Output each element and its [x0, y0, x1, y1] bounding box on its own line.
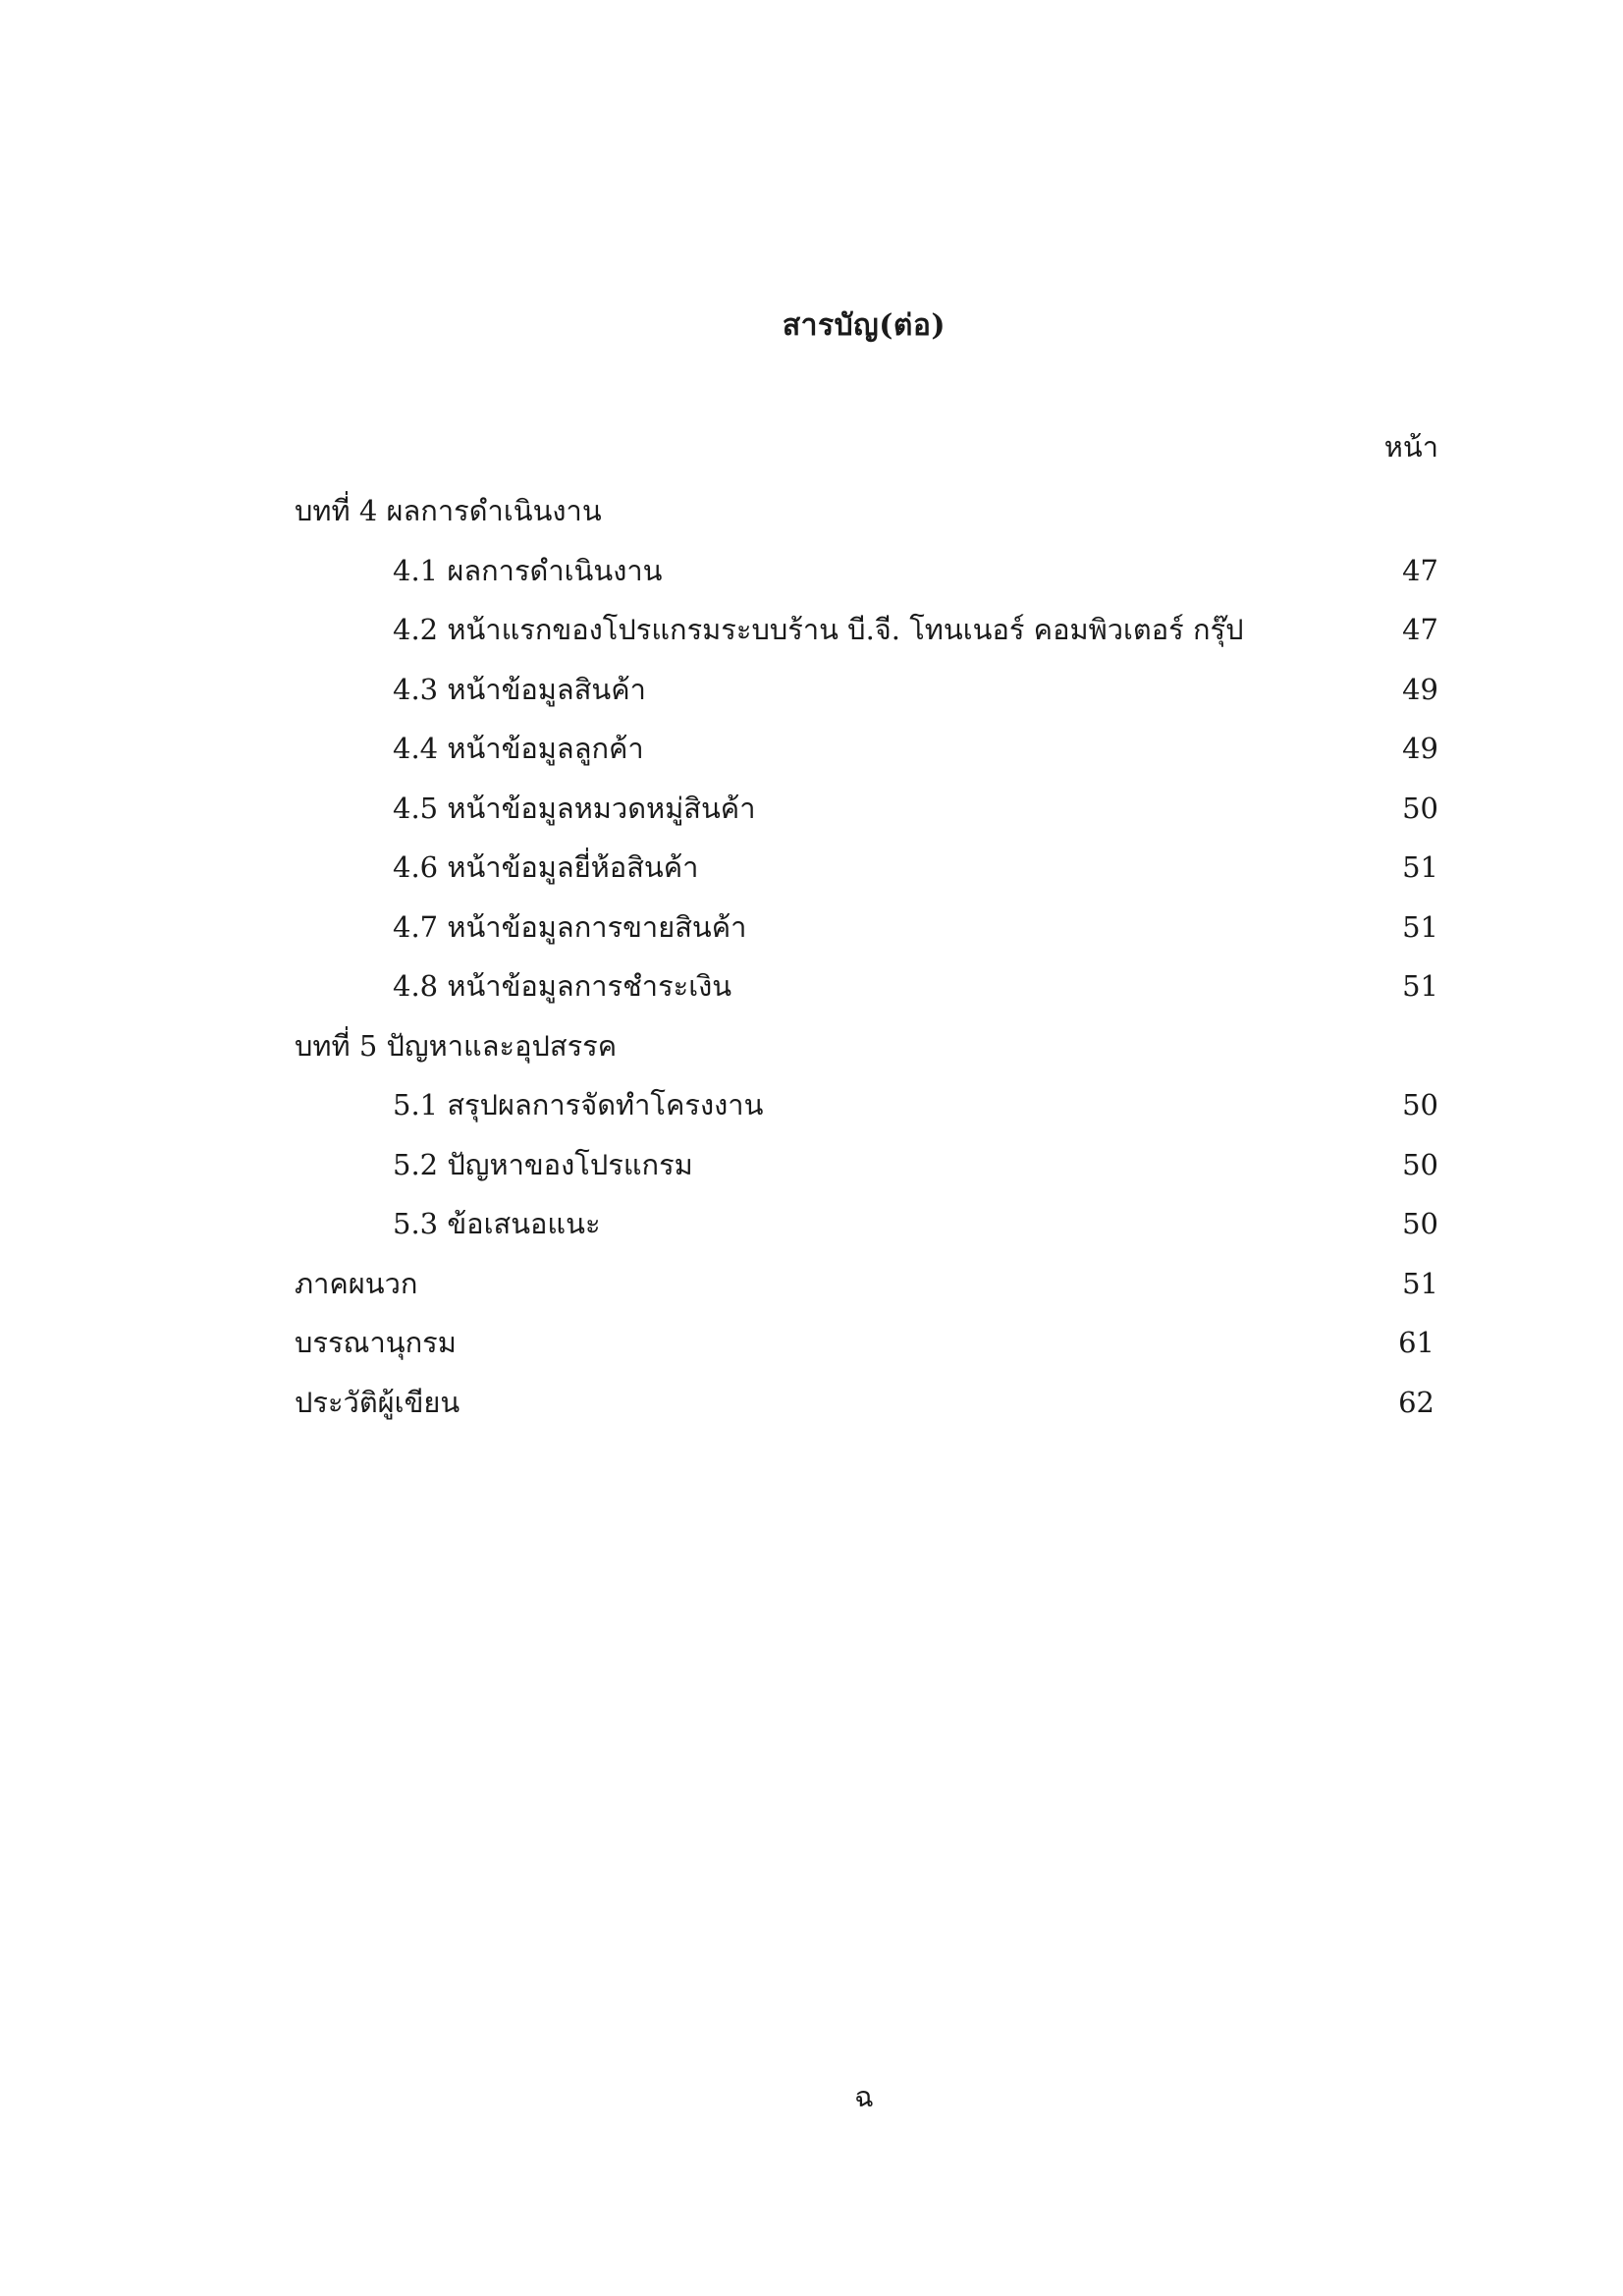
toc-entry-label: 5.3 ข้อเสนอแนะ: [393, 1207, 601, 1240]
toc-entry-page: 50: [1402, 1088, 1438, 1121]
toc-entry-label: ประวัติผู้เขียน: [295, 1385, 460, 1419]
toc-author-biography: [295, 1373, 1438, 1433]
toc-entry: [295, 719, 1438, 779]
toc-entry: [295, 779, 1438, 839]
toc-entry: [295, 541, 1438, 601]
toc-entry-page: 49: [1402, 732, 1438, 765]
toc-entry: [295, 600, 1438, 660]
toc-entry-page: 50: [1402, 1207, 1438, 1240]
toc-chapter-5: [295, 1016, 1438, 1076]
toc-entry-label: 4.2 หน้าแรกของโปรแกรมระบบร้าน บี.จี. โทนเนอร์ คอมพิวเตอร์ กรุ๊ป: [393, 613, 1244, 646]
toc-entry-label: 4.6 หน้าข้อมูลยี่ห้อสินค้า: [393, 850, 699, 884]
toc-entry-page: 51: [1402, 909, 1438, 944]
toc-entry-page: 47: [1402, 613, 1438, 646]
toc-entry-page: 50: [1402, 1147, 1438, 1181]
toc-entry-page: 62: [1398, 1385, 1434, 1419]
page-title: สารบัญ(ต่อ): [782, 308, 947, 343]
toc-entry-page: 61: [1398, 1326, 1434, 1359]
toc-entry: [295, 1194, 1438, 1254]
toc-chapter-4: [295, 481, 1438, 541]
toc-entry-label: 4.5 หน้าข้อมูลหมวดหมู่สินค้า: [393, 791, 756, 825]
toc-entry-label: บรรณานุกรม: [295, 1326, 457, 1359]
toc-appendix: [295, 1254, 1438, 1314]
page-number-marker: ฉ: [854, 2080, 874, 2113]
toc-entry-label: ภาคผนวก: [295, 1266, 418, 1300]
toc-entry: [295, 838, 1438, 898]
toc-entry-label: 5.1 สรุปผลการจัดทำโครงงาน: [393, 1088, 764, 1121]
toc-entry-label: 5.2 ปัญหาของโปรแกรม: [393, 1147, 693, 1181]
toc-bibliography: [295, 1313, 1438, 1373]
toc-entry-label: 4.4 หน้าข้อมูลลูกค้า: [393, 732, 644, 765]
toc-entry-label: บทที่ 5 ปัญหาและอุปสรรค: [295, 1028, 618, 1063]
toc-entry-page: 50: [1402, 791, 1438, 825]
toc-entry-label: 4.3 หน้าข้อมูลสินค้า: [393, 672, 646, 706]
toc-entry-label: 4.8 หน้าข้อมูลการชำระเงิน: [393, 969, 732, 1003]
toc-entry-label: 4.1 ผลการดำเนินงาน: [393, 553, 663, 587]
toc-entry: [295, 898, 1438, 957]
toc-entry-page: 47: [1402, 553, 1438, 587]
page-column-header: หน้า: [1383, 430, 1438, 464]
toc-entry: [295, 957, 1438, 1016]
toc-entry-label: 4.7 หน้าข้อมูลการขายสินค้า: [393, 909, 747, 944]
toc-entry-page: 49: [1402, 672, 1438, 706]
toc-entry-page: 51: [1402, 1266, 1438, 1300]
toc-entry-page: 51: [1402, 850, 1438, 884]
toc-entry: [295, 1075, 1438, 1135]
toc-entry: [295, 660, 1438, 720]
toc-entry-page: 51: [1402, 969, 1438, 1003]
table-of-contents: [295, 481, 1438, 1432]
toc-entry-label: บทที่ 4 ผลการดำเนินงาน: [295, 494, 602, 527]
toc-entry: [295, 1135, 1438, 1195]
